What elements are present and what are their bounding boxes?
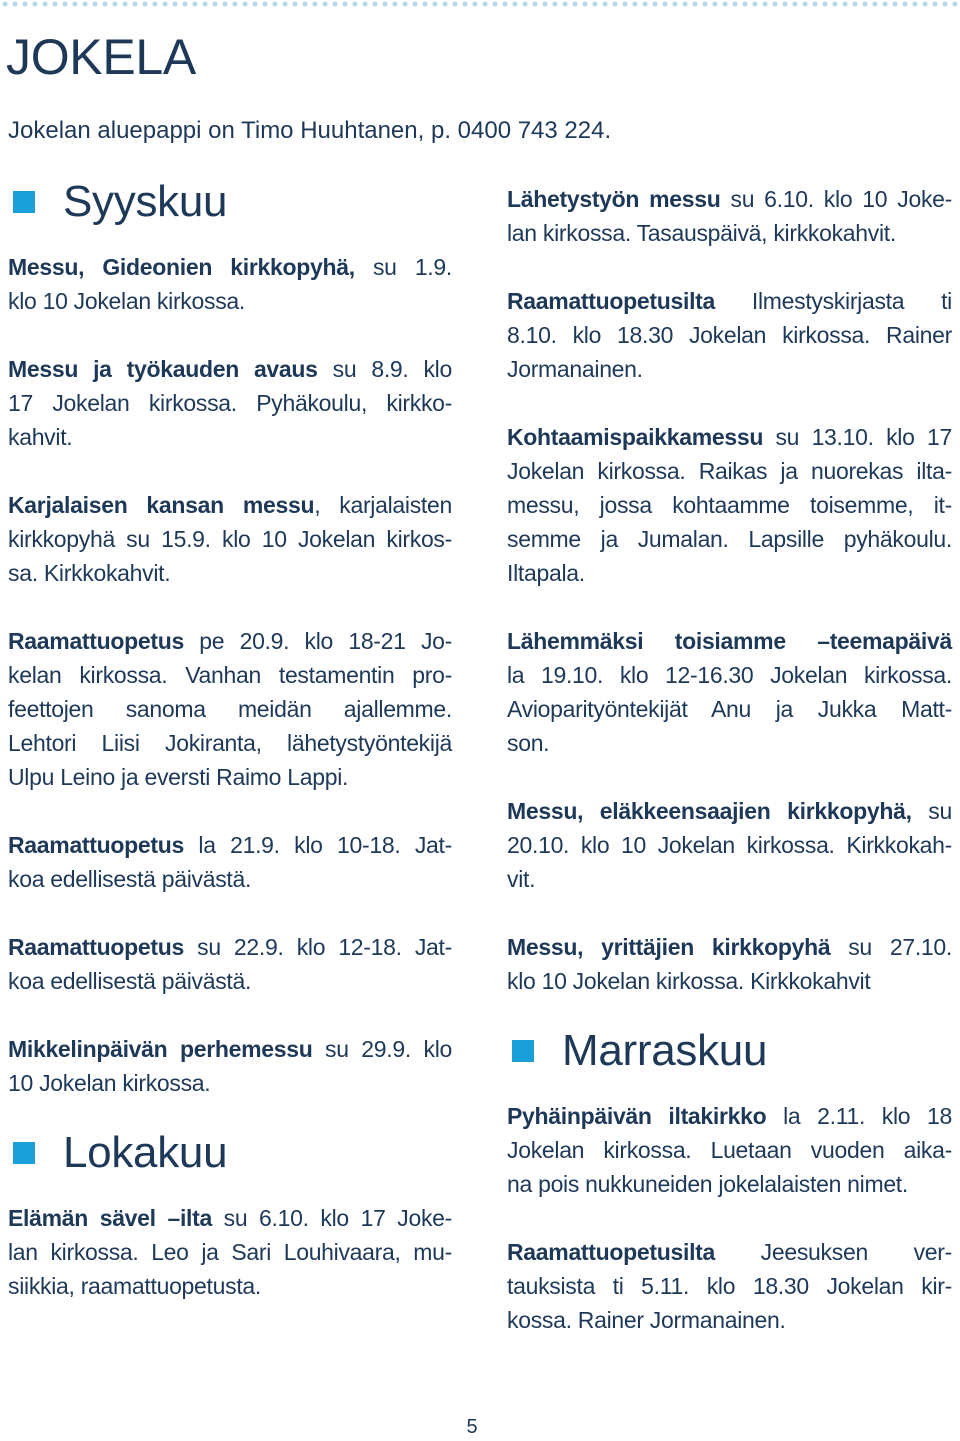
square-bullet-icon — [13, 191, 35, 213]
event-line — [507, 828, 952, 862]
event-details: klo 10 Jokelan kirkossa. — [8, 288, 245, 314]
event-line — [507, 352, 952, 386]
event-details: koa edellisestä päivästä. — [8, 968, 252, 994]
event-details: lan kirkossa. Leo ja Sari Louhivaara, mu- — [8, 1239, 452, 1265]
event-title: Kohtaamispaikkamessu — [507, 424, 764, 450]
event-details: feettojen sanoma meidän ajallemme. — [8, 696, 452, 722]
event-line — [8, 658, 452, 692]
event-details: kossa. Rainer Jormanainen. — [507, 1307, 786, 1333]
event-details: pe 20.9. klo 18-21 Jo- — [184, 628, 452, 654]
event-line — [507, 284, 952, 318]
event-details: Jeesuksen ver- — [715, 1239, 952, 1265]
event-line — [507, 522, 952, 556]
event-details: kahvit. — [8, 424, 73, 450]
event-details: klo 10 Jokelan kirkossa. Kirkkokahvit — [507, 968, 871, 994]
event-line — [507, 182, 952, 216]
event-details: Jokelan kirkossa. Luetaan vuoden aika- — [507, 1137, 952, 1163]
event-item — [507, 794, 952, 896]
event-details: 20.10. klo 10 Jokelan kirkossa. Kirkkokah- — [507, 832, 952, 858]
section-heading-lokakuu — [8, 1128, 452, 1177]
event-details: su 13.10. klo 17 — [763, 424, 952, 450]
section-heading-text: Syyskuu — [63, 177, 228, 226]
event-line — [507, 1303, 952, 1337]
event-line — [507, 488, 952, 522]
event-line — [8, 828, 452, 862]
event-details: Ilmestyskirjasta ti — [715, 288, 952, 314]
event-item — [8, 488, 452, 590]
event-details: su 22.9. klo 12-18. Jat- — [184, 934, 452, 960]
event-line — [8, 250, 452, 284]
event-item — [8, 930, 452, 998]
event-line — [8, 862, 452, 896]
event-details: son. — [507, 730, 550, 756]
square-bullet-icon — [13, 1142, 35, 1164]
event-line — [507, 420, 952, 454]
event-line — [507, 1235, 952, 1269]
event-title: Messu, Gideonien kirkkopyhä, — [8, 254, 355, 280]
event-line — [8, 522, 452, 556]
event-line — [507, 964, 952, 998]
event-line — [8, 692, 452, 726]
event-title: Messu, yrittäjien kirkkopyhä — [507, 934, 831, 960]
event-line — [507, 624, 952, 658]
event-title: Lähetystyön messu — [507, 186, 721, 212]
event-line — [507, 216, 952, 250]
event-line — [507, 556, 952, 590]
event-line — [507, 1099, 952, 1133]
event-details: na pois nukkuneiden jokelalaisten nimet. — [507, 1171, 908, 1197]
event-title: Lähemmäksi toisiamme –teemapäivä — [507, 628, 952, 654]
event-line — [507, 930, 952, 964]
event-item — [8, 1032, 452, 1100]
event-line — [8, 1235, 452, 1269]
event-title: Raamattuopetusilta — [507, 288, 716, 314]
section-heading-text: Lokakuu — [63, 1128, 228, 1177]
event-title: Raamattuopetus — [8, 628, 184, 654]
event-details: kirkkopyhä su 15.9. klo 10 Jokelan kirkos- — [8, 526, 452, 552]
right-column — [507, 182, 952, 1371]
event-line — [8, 386, 452, 420]
section-heading-syyskuu — [8, 177, 452, 226]
event-details: messu, jossa kohtaamme toisemme, it- — [507, 492, 952, 518]
event-line — [507, 318, 952, 352]
event-details: 10 Jokelan kirkossa. — [8, 1070, 211, 1096]
event-line — [8, 624, 452, 658]
event-line — [507, 658, 952, 692]
event-details: , karjalaisten — [314, 492, 452, 518]
event-details: su 1.9. — [354, 254, 452, 280]
event-details: semme ja Jumalan. Lapsille pyhäkoulu. — [507, 526, 952, 552]
event-line — [8, 1201, 452, 1235]
event-line — [8, 726, 452, 760]
event-line — [507, 1269, 952, 1303]
event-details: Lehtori Liisi Jokiranta, lähetystyöntekijä — [8, 730, 452, 756]
event-item — [507, 1235, 952, 1337]
page-title: JOKELA — [6, 29, 196, 85]
event-details: su 8.9. klo — [317, 356, 452, 382]
event-line — [8, 964, 452, 998]
event-item — [8, 1201, 452, 1303]
event-line — [507, 1133, 952, 1167]
page-number: 5 — [466, 1416, 478, 1438]
event-item — [507, 624, 952, 760]
event-line — [507, 726, 952, 760]
event-line — [507, 692, 952, 726]
event-item — [8, 250, 452, 318]
event-item — [8, 352, 452, 454]
event-line — [507, 1167, 952, 1201]
event-item — [507, 420, 952, 590]
event-details: sa. Kirkkokahvit. — [8, 560, 171, 586]
event-details: koa edellisestä päivästä. — [8, 866, 252, 892]
event-line — [8, 488, 452, 522]
event-details: kelan kirkossa. Vanhan testamentin pro- — [8, 662, 452, 688]
event-details: Iltapala. — [507, 560, 585, 586]
event-details: tauksista ti 5.11. klo 18.30 Jokelan kir- — [507, 1273, 952, 1299]
event-details: su 29.9. klo — [312, 1036, 452, 1062]
event-title: Karjalaisen kansan messu — [8, 492, 315, 518]
event-item — [8, 624, 452, 794]
event-title: Mikkelinpäivän perhemessu — [8, 1036, 313, 1062]
event-title: Raamattuopetus — [8, 934, 184, 960]
event-details: su 27.10. — [830, 934, 952, 960]
event-line — [8, 1066, 452, 1100]
event-line — [507, 454, 952, 488]
event-details: la 21.9. klo 10-18. Jat- — [184, 832, 452, 858]
event-details: la 19.10. klo 12-16.30 Jokelan kirkossa. — [507, 662, 952, 688]
event-title: Elämän sävel –ilta — [8, 1205, 212, 1231]
event-item — [507, 930, 952, 998]
event-item — [507, 1099, 952, 1201]
event-item — [507, 284, 952, 386]
event-title: Raamattuopetus — [8, 832, 184, 858]
event-line — [8, 284, 452, 318]
event-item — [8, 828, 452, 896]
event-title: Messu, eläkkeensaajien kirkkopyhä, — [507, 798, 912, 824]
event-line — [507, 794, 952, 828]
event-details: siikkia, raamattuopetusta. — [8, 1273, 261, 1299]
event-line — [8, 556, 452, 590]
event-details: Jormanainen. — [507, 356, 643, 382]
event-line — [507, 862, 952, 896]
event-details: 8.10. klo 18.30 Jokelan kirkossa. Rainer — [507, 322, 952, 348]
event-details: Jokelan kirkossa. Raikas ja nuorekas ilta- — [507, 458, 952, 484]
event-details: su 6.10. klo 17 Joke- — [211, 1205, 452, 1231]
event-details: vit. — [507, 866, 536, 892]
event-line — [8, 1269, 452, 1303]
top-dotted-border — [0, 0, 960, 9]
event-details: Avioparityöntekijät Anu ja Jukka Matt- — [507, 696, 952, 722]
event-line — [8, 352, 452, 386]
event-line — [8, 1032, 452, 1066]
event-line — [8, 760, 452, 794]
event-details: lan kirkossa. Tasauspäivä, kirkkokahvit. — [507, 220, 896, 246]
event-item — [507, 182, 952, 250]
event-title: Raamattuopetusilta — [507, 1239, 716, 1265]
event-details: su 6.10. klo 10 Joke- — [720, 186, 952, 212]
event-details: la 2.11. klo 18 — [766, 1103, 952, 1129]
event-details: 17 Jokelan kirkossa. Pyhäkoulu, kirkko- — [8, 390, 452, 416]
event-line — [8, 420, 452, 454]
event-details: Ulpu Leino ja eversti Raimo Lappi. — [8, 764, 349, 790]
event-details: su — [911, 798, 952, 824]
event-title: Messu ja työkauden avaus — [8, 356, 318, 382]
event-line — [8, 930, 452, 964]
square-bullet-icon — [512, 1040, 534, 1062]
page-subtitle: Jokelan aluepappi on Timo Huuhtanen, p. 0400 743 224. — [8, 117, 612, 144]
event-title: Pyhäinpäivän iltakirkko — [507, 1103, 767, 1129]
section-heading-marraskuu — [507, 1026, 952, 1075]
left-column — [8, 177, 452, 1337]
section-heading-text: Marraskuu — [562, 1026, 768, 1075]
